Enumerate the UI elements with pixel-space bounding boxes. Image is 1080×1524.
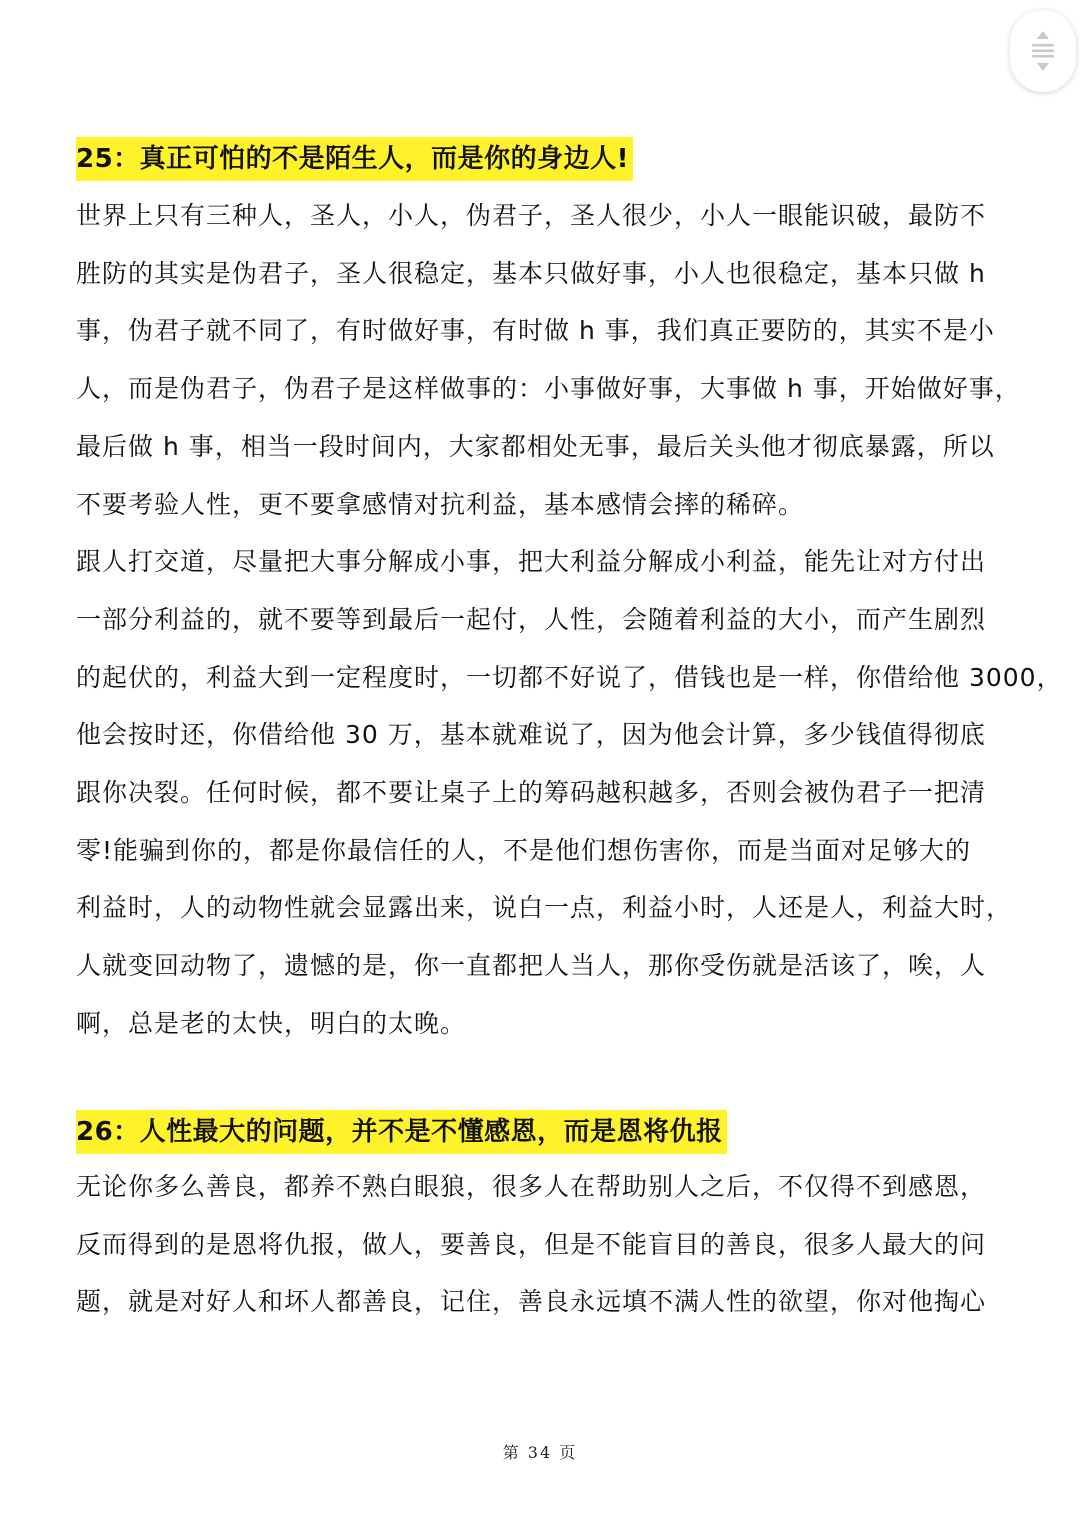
- text-line: 反而得到的是恩将仇报，做人，要善良，但是不能盲目的善良，很多人最大的问: [76, 1229, 987, 1259]
- section-heading: 26：人性最大的问题，并不是不懂感恩，而是恩将仇报: [76, 1110, 727, 1154]
- text-line: 利益时，人的动物性就会显露出来，说白一点，利益小时，人还是人，利益大时，: [76, 893, 1013, 923]
- text-line: 他会按时还，你借给他 30 万，基本就难说了，因为他会计算，多少钱值得彻底: [76, 720, 986, 750]
- text-line: 人就变回动物了，遗憾的是，你一直都把人当人，那你受伤就是活该了，唉，人: [76, 951, 987, 981]
- text-line: 人，而是伪君子，伪君子是这样做事的：小事做好事，大事做 h 事，开始做好事，: [76, 374, 1021, 404]
- text-line: 跟你决裂。任何时候，都不要让桌子上的筹码越积越多，否则会被伪君子一把清: [76, 778, 987, 808]
- page-number: 第 34 页: [502, 1443, 578, 1462]
- text-line: 无论你多么善良，都养不熟白眼狼，很多人在帮助别人之后，不仅得不到感恩，: [76, 1172, 987, 1201]
- text-line: 事，伪君子就不同了，有时做好事，有时做 h 事，我们真正要防的，其实不是小: [76, 316, 995, 346]
- text-line: 最后做 h 事，相当一段时间内，大家都相处无事，最后关头他才彻底暴露，所以: [76, 431, 995, 461]
- section-heading: 25：真正可怕的不是陌生人，而是你的身边人!: [76, 137, 633, 181]
- text-line: 跟人打交道，尽量把大事分解成小事，把大利益分解成小利益，能先让对方付出: [76, 547, 987, 577]
- scroll-handle-icon: [1029, 29, 1057, 73]
- paragraph: [76, 1158, 1006, 1331]
- text-line: 一部分利益的，就不要等到最后一起付，人性，会随着利益的大小，而产生剧烈: [76, 604, 987, 634]
- section-25: [76, 137, 1063, 1053]
- text-line: 世界上只有三种人，圣人，小人，伪君子，圣人很少，小人一眼能识破，最防不: [76, 201, 987, 230]
- section-26: [76, 1110, 1006, 1331]
- text-line: 零!能骗到你的，都是你最信任的人，不是他们想伤害你，而是当面对足够大的: [76, 835, 972, 865]
- text-line: 的起伏的，利益大到一定程度时，一切都不好说了，借钱也是一样，你借给他 3000，: [76, 662, 1063, 692]
- text-line: 啊，总是老的太快，明白的太晚。: [76, 1008, 467, 1038]
- text-line: 题，就是对好人和坏人都善良，记住，善良永远填不满人性的欲望，你对他掏心: [76, 1287, 987, 1317]
- paragraph: [76, 533, 1063, 1052]
- text-line: 胜防的其实是伪君子，圣人很稳定，基本只做好事，小人也很稳定，基本只做 h: [76, 258, 986, 288]
- text-line: 不要考验人性，更不要拿感情对抗利益，基本感情会摔的稀碎。: [76, 489, 805, 519]
- scroll-handle-button[interactable]: [1010, 10, 1076, 92]
- paragraph: [76, 187, 1021, 533]
